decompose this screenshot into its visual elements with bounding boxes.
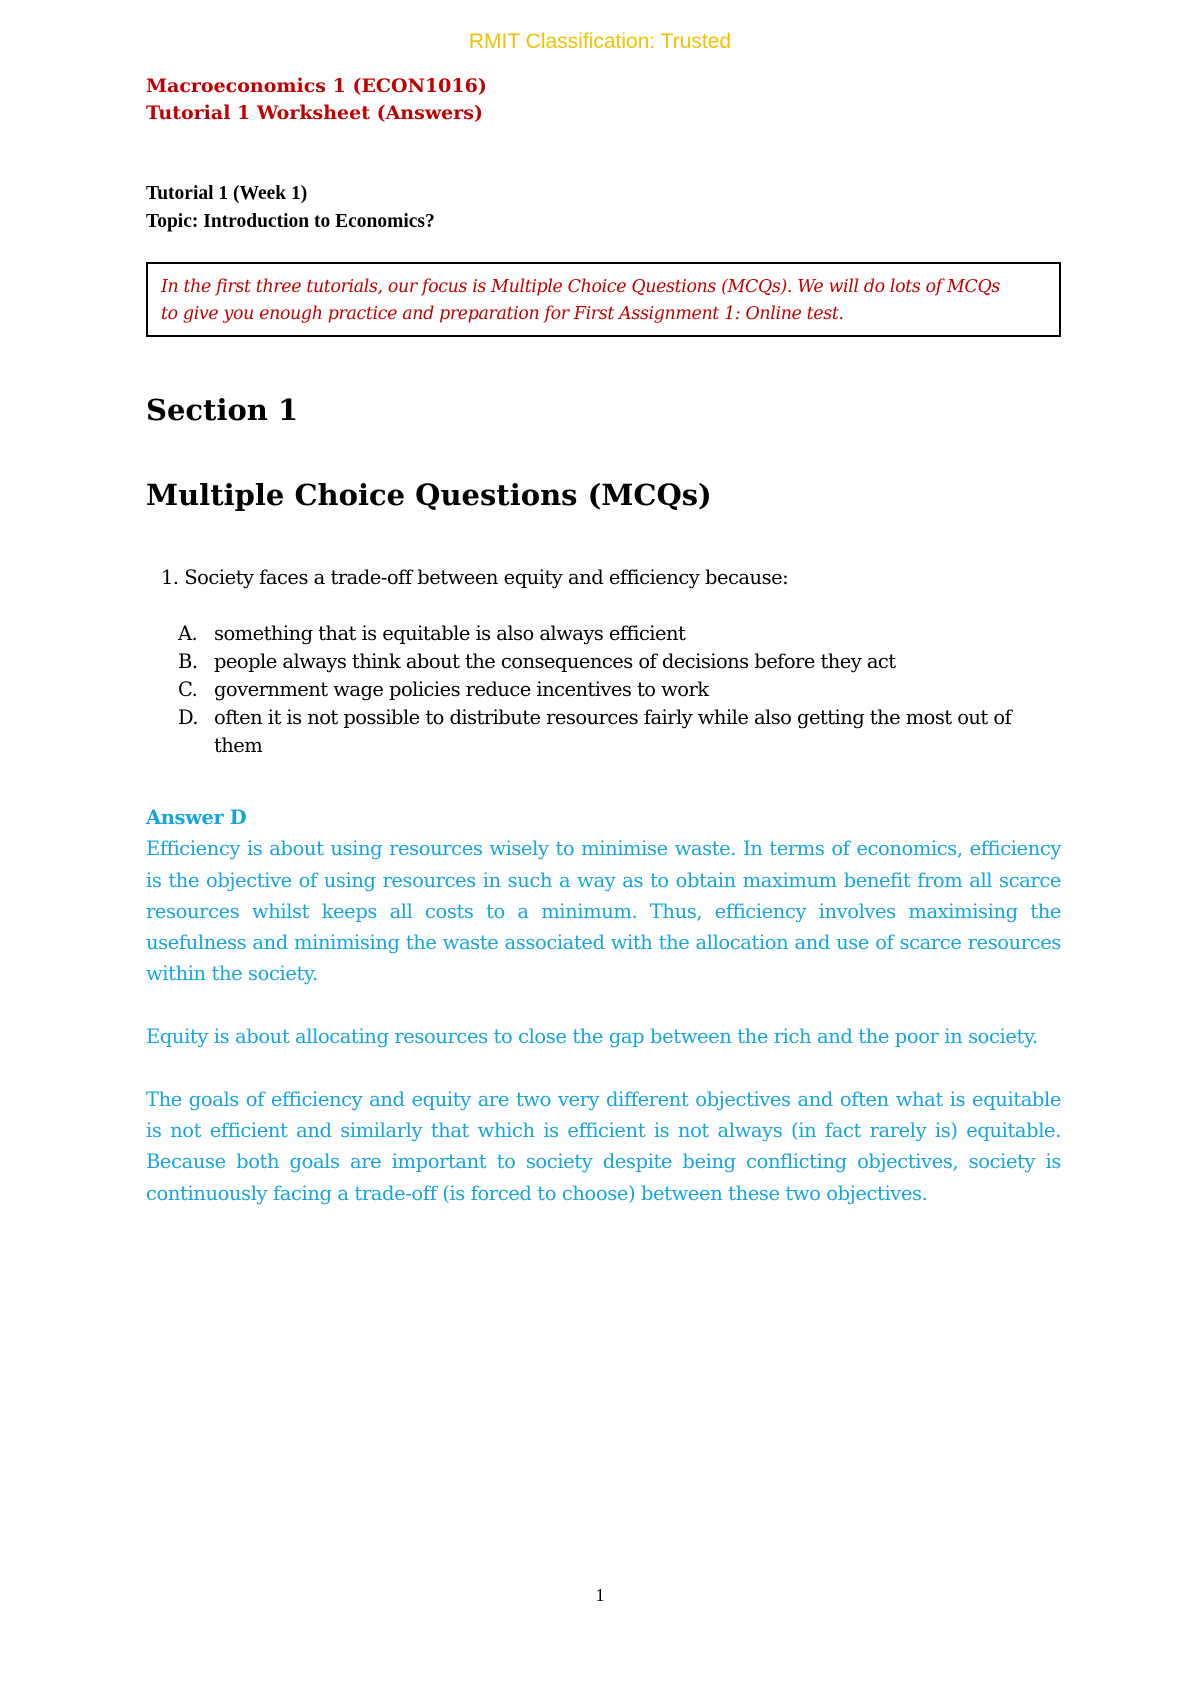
option-letter: C.: [178, 678, 198, 701]
answer-paragraph-1: Efficiency is about using resources wisely to minimise waste. In terms of economics, efficiency is the objective of using resources in such a way as to obtain maximum benefit from all scarce resources whilst keeps all costs to a minimum. Thus, efficiency involves maximising the usefulness and minimising the waste associated with the allocation and use of scarce resources within the society.: [146, 837, 1061, 986]
worksheet-title: Tutorial 1 Worksheet (Answers): [146, 102, 483, 124]
option-letter: B.: [178, 650, 198, 673]
option-text: people always think about the consequences of decisions before they act: [214, 650, 896, 673]
answer-label: Answer D: [146, 806, 247, 829]
option-text: something that is equitable is also always efficient: [214, 622, 686, 645]
question-1: [161, 564, 788, 592]
option-b: [178, 648, 1018, 676]
callout-box: [146, 262, 1061, 337]
question-text: Society faces a trade-off between equity and efficiency because:: [184, 566, 789, 589]
answer-paragraph-2: Equity is about allocating resources to close the gap between the rich and the poor in society.: [146, 1025, 1038, 1049]
mcq-title: Multiple Choice Questions (MCQs): [146, 478, 712, 512]
tutorial-topic: Topic: Introduction to Economics?: [146, 211, 435, 232]
classification-label: RMIT Classification: Trusted: [468, 30, 732, 53]
option-letter: A.: [178, 622, 198, 645]
callout-line-1: In the first three tutorials, our focus is Multiple Choice Questions (MCQs). We will do lots of MCQs: [161, 277, 1000, 297]
answer-paragraph-3: The goals of efficiency and equity are two very different objectives and often what is equitable is not efficient and similarly that which is efficient is not always (in fact rarely is) equitable. Because both goals are important to society despite being conflicting objectives, society is continuously facing a trade-off (is forced to choose) between these two objectives.: [146, 1087, 1061, 1205]
tutorial-week: Tutorial 1 (Week 1): [146, 183, 308, 204]
option-text: often it is not possible to distribute resources fairly while also getting the most out of them: [214, 706, 1012, 757]
tutorial-info: [146, 180, 435, 236]
section-title: Section 1: [146, 393, 299, 427]
answer-options: [178, 620, 1018, 760]
page-number: 1: [595, 1585, 605, 1605]
option-c: [178, 676, 1018, 704]
option-d: [178, 704, 1018, 760]
question-number: 1.: [161, 566, 179, 589]
option-a: [178, 620, 1018, 648]
answer-block: [146, 802, 1061, 1240]
option-letter: D.: [178, 706, 199, 729]
course-title: Macroeconomics 1 (ECON1016): [146, 75, 487, 97]
callout-line-2: to give you enough practice and preparation for First Assignment 1: Online test.: [161, 304, 844, 324]
option-text: government wage policies reduce incentives to work: [214, 678, 709, 701]
course-header: [146, 73, 487, 127]
